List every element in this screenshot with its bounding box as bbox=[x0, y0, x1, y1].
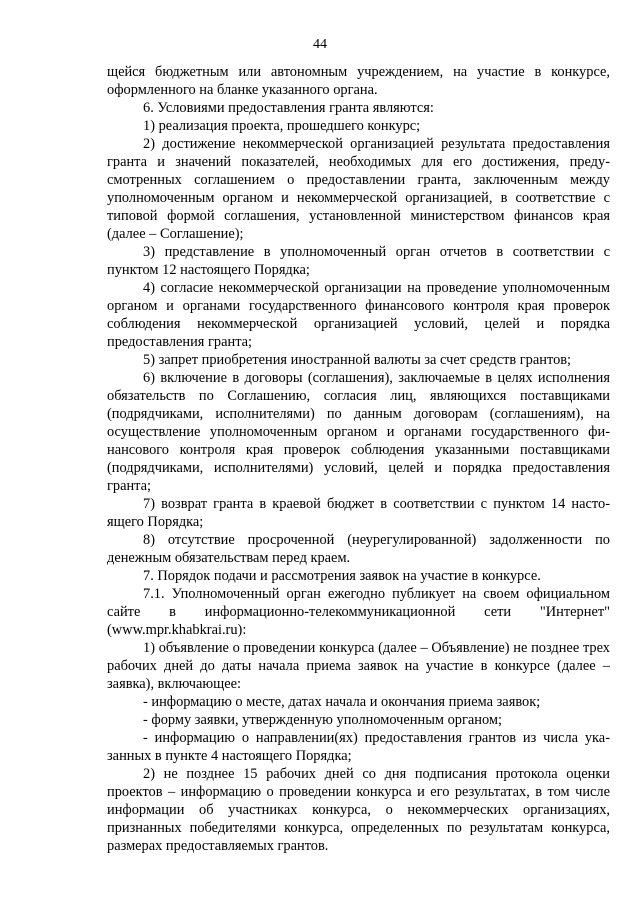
list-item-6-8: 8) отсутствие просроченной (неурегулированной) задолженности по денежным обязательствам перед краем. bbox=[107, 532, 610, 566]
list-item-6-2: 2) достижение некоммерческой организацией результата предоставления гранта и значений показателей, необходимых для его достижения, предусмотренных соглашением о предоставлении гранта, заключенным между уполномоченным органом и некоммерческой организацией, в соответствие с типовой формой соглашения, установленной министерством финансов края (далее – Соглашение); bbox=[107, 136, 610, 242]
list-item-6-3: 3) представление в уполномоченный орган отчетов в соответствии с пунктом 12 настоящего Порядка; bbox=[107, 244, 610, 278]
paragraph-section-7: 7. Порядок подачи и рассмотрения заявок на участие в конкурсе. bbox=[143, 568, 541, 584]
list-item-6-1: 1) реализация проекта, прошедшего конкурс; bbox=[143, 118, 421, 134]
list-item-6-6: 6) включение в договоры (соглашения), заключаемые в целях исполнения обязательств по Соглашению, согласия лиц, являющихся поставщиками (подрядчиками, исполнителями) по данным договорам (соглашениям), на осуществление уполномоченным органом и органами государственного финансового контроля края проверок соблюдения указанными поставщиками (подрядчиками, исполнителями) условий, целей и порядка предоставления гранта; bbox=[107, 370, 610, 494]
bullet-item-directions: - информацию о направлении(ях) предоставления грантов из числа указанных в пункте 4 настоящего Порядка; bbox=[107, 730, 610, 764]
list-item-6-4: 4) согласие некоммерческой организации на проведение уполномоченным органом и органами государственного финансового контроля края проверок соблюдения некоммерческой организацией условий, целей и порядка предоставления гранта; bbox=[107, 280, 610, 350]
list-item-7-1-1: 1) объявление о проведении конкурса (далее – Объявление) не позднее трех рабочих дней до даты начала приема заявок на участие в конкурсе (далее – заявка), включающее: bbox=[107, 640, 610, 692]
list-item-7-1-2: 2) не позднее 15 рабочих дней со дня подписания протокола оценки проектов – информацию о проведении конкурса и его результатах, в том числе информации об участниках конкурса, о некоммерческих организациях, признанных победителями конкурса, определенных по результатам конкурса, размерах предоставляемых грантов. bbox=[107, 766, 610, 854]
paragraph-section-6: 6. Условиями предоставления гранта являются: bbox=[143, 100, 434, 116]
list-item-6-7: 7) возврат гранта в краевой бюджет в соответствии с пунктом 14 настоящего Порядка; bbox=[107, 496, 610, 530]
bullet-item-dates: - информацию о месте, датах начала и окончания приема заявок; bbox=[143, 694, 541, 710]
list-item-6-5: 5) запрет приобретения иностранной валюты за счет средств грантов; bbox=[143, 352, 572, 368]
paragraph-continuation: щейся бюджетным или автономным учреждением, на участие в конкурсе, оформленного на бланке указанного органа. bbox=[107, 64, 610, 98]
page-number: 44 bbox=[313, 37, 327, 52]
document-body bbox=[107, 63, 610, 855]
paragraph-section-7-1: 7.1. Уполномоченный орган ежегодно публикует на своем официальном сайте в информационно-телекоммуникационной сети "Интернет" (www.mpr.khabkrai.ru): bbox=[107, 586, 610, 638]
bullet-item-form: - форму заявки, утвержденную уполномоченным органом; bbox=[143, 712, 502, 728]
